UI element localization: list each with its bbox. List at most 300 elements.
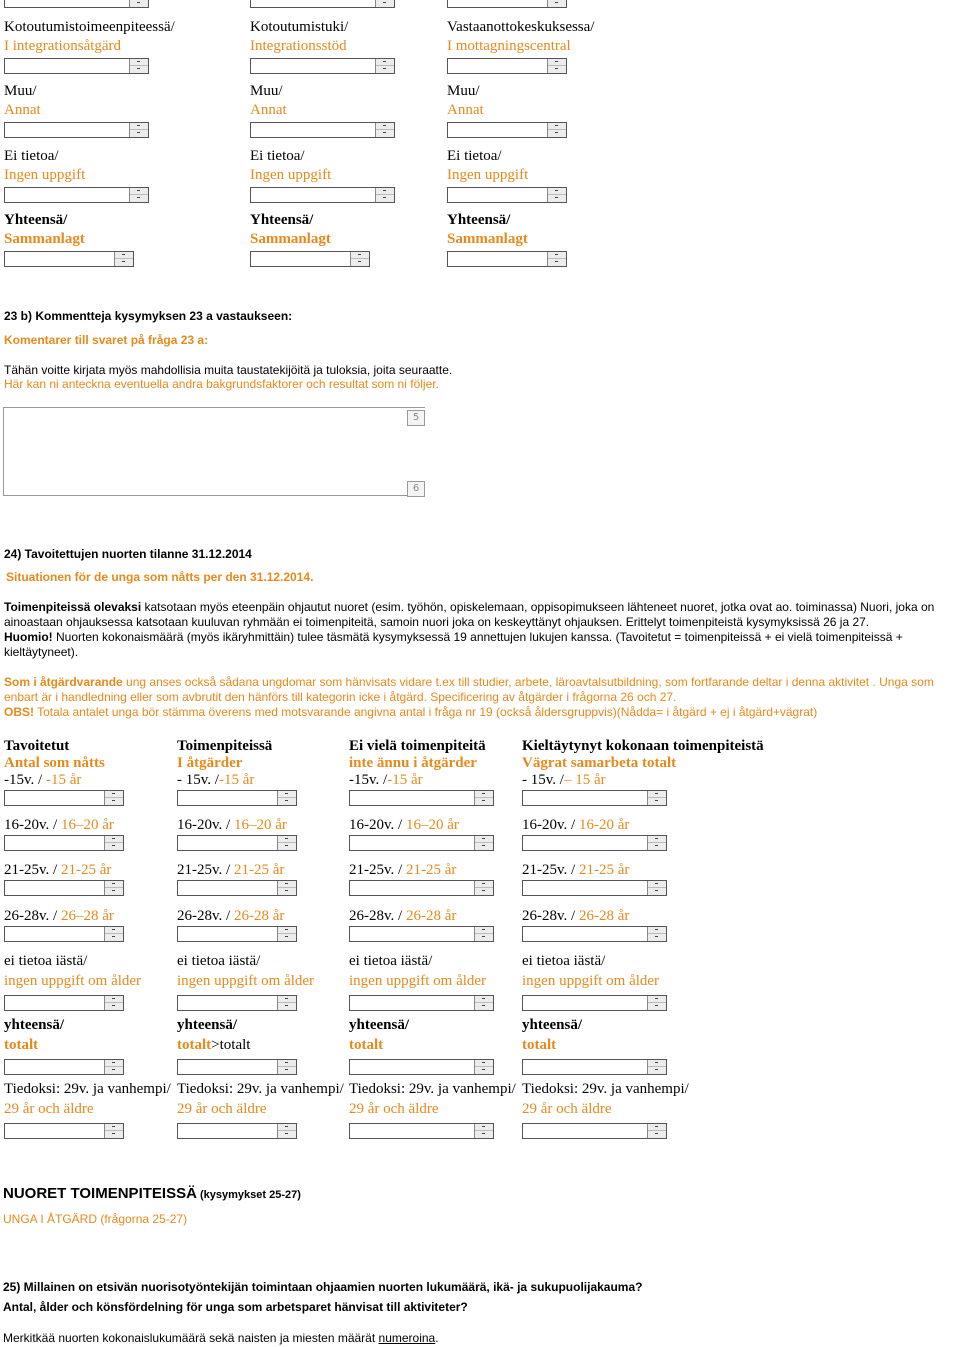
spinner-buttons[interactable]: [547, 0, 566, 7]
spinner-down-icon[interactable]: [278, 843, 296, 850]
spinner-up-icon[interactable]: [648, 836, 666, 843]
top-col1-label-fi: Ei tietoa/: [4, 148, 59, 164]
grid-row-label: [4, 861, 111, 879]
spinner-up-icon[interactable]: [278, 996, 296, 1003]
top-col1-label-sv: Sammanlagt: [4, 231, 85, 247]
grid-row-label: [522, 771, 606, 789]
spinner-down-icon[interactable]: [105, 888, 123, 895]
q25-note-text: Merkitkää nuorten kokonaislukumäärä sekä naisten ja miesten määrät: [3, 1331, 379, 1345]
spinner-up-icon[interactable]: [648, 1124, 666, 1131]
spinner-down-icon[interactable]: [278, 798, 296, 805]
spinner-down-icon[interactable]: [278, 1131, 296, 1138]
spinner-up-icon[interactable]: [130, 188, 148, 195]
spinner-buttons[interactable]: [375, 188, 394, 202]
grid-col4-number-field[interactable]: [522, 1059, 667, 1075]
spinner-buttons[interactable]: [547, 59, 566, 73]
grid-row-label-fi: yhteensä/: [349, 1017, 409, 1033]
grid-row-label-sv: 16-20 år: [578, 817, 630, 833]
grid-row-label: [4, 1080, 171, 1118]
spinner-down-icon[interactable]: [648, 1003, 666, 1010]
grid-col4-number-field[interactable]: [522, 1123, 667, 1139]
grid-row-label-sv: 21-25 år: [405, 862, 457, 878]
grid-row-label: [177, 861, 284, 879]
spinner-down-icon[interactable]: [648, 798, 666, 805]
spinner-buttons[interactable]: [277, 927, 296, 941]
grid-row-label: [349, 816, 459, 834]
q23b-comment-textarea[interactable]: [3, 407, 425, 496]
grid-col3-head-sv: inte ännu i åtgärder: [349, 755, 477, 771]
spinner-up-icon[interactable]: [278, 791, 296, 798]
grid-row-label: [349, 861, 456, 879]
grid-row-label-fi: -15v. /: [4, 772, 46, 788]
spinner-up-icon[interactable]: [475, 1060, 493, 1067]
top-col3-label-sv: Sammanlagt: [447, 231, 528, 247]
spinner-down-icon[interactable]: [105, 798, 123, 805]
top-col3-label-fi: Muu/: [447, 83, 480, 99]
grid-row-label: [177, 816, 287, 834]
top-col1-label-fi: Kotoutumistoimeenpiteessä/: [4, 19, 175, 35]
grid-col3-number-field[interactable]: [349, 1059, 494, 1075]
spinner-up-icon[interactable]: [548, 59, 566, 66]
spinner-down-icon[interactable]: [548, 259, 566, 266]
spinner-buttons[interactable]: [129, 59, 148, 73]
q24-p4-bold: OBS!: [4, 705, 34, 719]
top-col2-label-sv: Annat: [250, 102, 287, 118]
grid-row-label-fi: 26-28v. /: [4, 908, 61, 924]
top-col3-number-field[interactable]: [447, 251, 567, 267]
grid-row-label-sv-line: [522, 1100, 689, 1118]
grid-row-label-sv: 29 år och äldre: [177, 1101, 267, 1117]
spinner-buttons[interactable]: [474, 1124, 493, 1138]
top-col2-label-sv: Integrationsstöd: [250, 38, 347, 54]
top-col3-label-sv: Annat: [447, 102, 484, 118]
spinner-down-icon[interactable]: [105, 1003, 123, 1010]
spinner-buttons[interactable]: [104, 996, 123, 1010]
q24-instructions-fi: [4, 600, 960, 660]
top-col3-label-sv: I mottagningscentral: [447, 38, 571, 54]
grid-row-label-extra: >totalt: [211, 1037, 251, 1053]
grid-col4-number-field[interactable]: [522, 995, 667, 1011]
grid-row-label-fi: ei tietoa iästä/: [4, 953, 88, 969]
spinner-up-icon[interactable]: [648, 791, 666, 798]
grid-row-label-fi: - 15v. /: [177, 772, 219, 788]
spinner-up-icon[interactable]: [130, 123, 148, 130]
spinner-down-icon[interactable]: [648, 1131, 666, 1138]
q25-title-fi: 25) Millainen on etsivän nuorisotyöntekijän toimintaan ohjaamien nuorten lukumäärä, ikä- ja sukupuolijakauma?: [3, 1280, 643, 1294]
top-col3-label-sv: Ingen uppgift: [447, 167, 529, 183]
top-col3-number-field[interactable]: [447, 187, 567, 203]
spinner-buttons[interactable]: [647, 836, 666, 850]
grid-row-label-fi: 16-20v. /: [4, 817, 61, 833]
grid-col4-head-fi: Kieltäytynyt kokonaan toimenpiteistä: [522, 738, 764, 754]
spinner-down-icon[interactable]: [105, 1067, 123, 1074]
top-col2-label-fi: Ei tietoa/: [250, 148, 305, 164]
spinner-down-icon[interactable]: [376, 0, 394, 7]
spinner-down-icon[interactable]: [648, 888, 666, 895]
q23b-help-fi: Tähän voitte kirjata myös mahdollisia muita taustatekijöitä ja tuloksia, joita seuraatte.: [4, 363, 453, 377]
grid-row-label-sv-line: [177, 1036, 250, 1054]
grid-col4-number-field[interactable]: [522, 790, 667, 806]
spinner-down-icon[interactable]: [130, 195, 148, 202]
spinner-down-icon[interactable]: [105, 934, 123, 941]
grid-row-label-sv: ingen uppgift om ålder: [349, 973, 487, 989]
spinner-buttons[interactable]: [547, 252, 566, 266]
spinner-buttons[interactable]: [104, 1060, 123, 1074]
spinner-up-icon[interactable]: [648, 881, 666, 888]
spinner-buttons[interactable]: [129, 123, 148, 137]
spinner-buttons[interactable]: [375, 123, 394, 137]
spinner-down-icon[interactable]: [130, 0, 148, 7]
spinner-down-icon[interactable]: [278, 1003, 296, 1010]
spinner-buttons[interactable]: [277, 836, 296, 850]
grid-col1-number-field[interactable]: [4, 880, 124, 896]
grid-col2-number-field[interactable]: [177, 835, 297, 851]
spinner-up-icon[interactable]: [475, 1124, 493, 1131]
spinner-up-icon[interactable]: [475, 927, 493, 934]
q24-p1-text: katsotaan myös eteenpäin ohjautut nuoret (esim. työhön, opiskelemaan, oppisopimukseen lähteneet nuoret, jotka ovat ao. toiminassa) Nuori, joka on ainoastaan ohjauksessa katsotaan kuuluvan ryhmään ei toimenpiteitä, samoin nuori joka on keskeyttänyt ohjauksen. Erittelyt toimenpiteistä kysymyksissä 26 ja 27.: [4, 600, 935, 629]
q25-note-end: .: [435, 1331, 439, 1345]
grid-row-label-sv: -15 år: [218, 772, 255, 788]
grid-col2-number-field[interactable]: [177, 790, 297, 806]
spinner-buttons[interactable]: [104, 1124, 123, 1138]
grid-row-label-fi: Tiedoksi: 29v. ja vanhempi/: [177, 1081, 344, 1097]
spinner-buttons[interactable]: [277, 996, 296, 1010]
spinner-down-icon[interactable]: [475, 1131, 493, 1138]
spinner-buttons[interactable]: [277, 1060, 296, 1074]
spinner-down-icon[interactable]: [475, 798, 493, 805]
grid-row-label: [349, 1080, 516, 1118]
spinner-down-icon[interactable]: [278, 934, 296, 941]
grid-col1-head-fi: Tavoitetut: [4, 738, 70, 754]
q24-p2-text: Nuorten kokonaismäärä (myös ikäryhmittäin) tulee täsmätä kysymyksessä 19 annettujen lukujen kanssa. (Tavoitetut = toimenpiteissä + ei vielä toimenpiteissä + kieltäytyneet).: [4, 630, 903, 659]
spinner-down-icon[interactable]: [648, 843, 666, 850]
spinner-buttons[interactable]: [104, 836, 123, 850]
spinner-up-icon[interactable]: [548, 123, 566, 130]
section-title: [3, 1185, 301, 1202]
spinner-down-icon[interactable]: [115, 259, 133, 266]
grid-row-label-fi: 21-25v. /: [4, 862, 61, 878]
top-col2-number-field[interactable]: [250, 187, 395, 203]
grid-row-label-sv: 16–20 år: [60, 817, 114, 833]
grid-row-label-fi: yhteensä/: [177, 1017, 237, 1033]
top-col2-number-field[interactable]: [250, 58, 395, 74]
spinner-down-icon[interactable]: [475, 888, 493, 895]
grid-col2-number-field[interactable]: [177, 1059, 297, 1075]
spinner-buttons[interactable]: [474, 927, 493, 941]
grid-row-label: [349, 907, 456, 925]
spinner-buttons[interactable]: [277, 881, 296, 895]
grid-col4-head-sv: Vägrat samarbeta totalt: [522, 755, 677, 771]
spinner-buttons[interactable]: [474, 836, 493, 850]
grid-row-label-sv: – 15 år: [563, 772, 606, 788]
grid-row-label-sv: totalt: [349, 1037, 384, 1053]
spinner-down-icon[interactable]: [376, 66, 394, 73]
grid-row-label-sv-line: [349, 1036, 409, 1054]
spinner-up-icon[interactable]: [475, 881, 493, 888]
grid-row-label-sv: 21-25 år: [578, 862, 630, 878]
top-col3-label-fi: Vastaanottokeskuksessa/: [447, 19, 595, 35]
grid-row-label-fi: ei tietoa iästä/: [177, 953, 261, 969]
spinner-buttons[interactable]: [114, 252, 133, 266]
scroll-up-marker[interactable]: 5: [407, 410, 425, 426]
q24-instructions-sv: [4, 675, 960, 720]
top-col2-label-sv: Ingen uppgift: [250, 167, 332, 183]
grid-row-label: [177, 952, 314, 990]
grid-row-label: [4, 816, 114, 834]
grid-row-label-sv: 21-25 år: [233, 862, 285, 878]
spinner-buttons[interactable]: [547, 188, 566, 202]
grid-col2-head-fi: Toimenpiteissä: [177, 738, 273, 754]
top-col1-label-sv: Annat: [4, 102, 41, 118]
spinner-down-icon[interactable]: [548, 130, 566, 137]
spinner-buttons[interactable]: [129, 188, 148, 202]
grid-col1-number-field[interactable]: [4, 926, 124, 942]
spinner-buttons[interactable]: [647, 1060, 666, 1074]
spinner-buttons[interactable]: [474, 1060, 493, 1074]
grid-row-label-fi: yhteensä/: [522, 1017, 582, 1033]
spinner-down-icon[interactable]: [475, 1067, 493, 1074]
spinner-buttons[interactable]: [375, 59, 394, 73]
spinner-down-icon[interactable]: [351, 259, 369, 266]
grid-row-label: [349, 1016, 409, 1054]
grid-row-label-sv: 29 år och äldre: [4, 1101, 94, 1117]
top-col2-number-field[interactable]: [250, 122, 395, 138]
grid-row-label-sv-line: [4, 1100, 171, 1118]
grid-row-label-sv: totalt: [522, 1037, 557, 1053]
grid-col1-number-field[interactable]: [4, 995, 124, 1011]
grid-col3-number-field[interactable]: [349, 995, 494, 1011]
spinner-buttons[interactable]: [375, 0, 394, 7]
spinner-up-icon[interactable]: [105, 1124, 123, 1131]
grid-row-label-sv: 26-28 år: [578, 908, 630, 924]
spinner-up-icon[interactable]: [278, 1124, 296, 1131]
grid-col2-number-field[interactable]: [177, 995, 297, 1011]
top-col3-number-field[interactable]: [447, 122, 567, 138]
grid-row-label: [177, 1080, 344, 1118]
spinner-up-icon[interactable]: [130, 59, 148, 66]
grid-row-label: [177, 771, 254, 789]
grid-row-label-sv: 29 år och äldre: [349, 1101, 439, 1117]
q24-title-fi: 24) Tavoitettujen nuorten tilanne 31.12.2014: [4, 547, 252, 561]
spinner-up-icon[interactable]: [351, 252, 369, 259]
grid-col3-head-fi: Ei vielä toimenpiteitä: [349, 738, 486, 754]
grid-row-label: [4, 952, 141, 990]
spinner-down-icon[interactable]: [105, 1131, 123, 1138]
grid-row-label-sv-line: [4, 972, 141, 990]
top-col1-label-sv: Ingen uppgift: [4, 167, 86, 183]
spinner-down-icon[interactable]: [548, 0, 566, 7]
spinner-buttons[interactable]: [277, 1124, 296, 1138]
top-col3-label-fi: Ei tietoa/: [447, 148, 502, 164]
spinner-up-icon[interactable]: [475, 836, 493, 843]
grid-row-label-fi: 21-25v. /: [522, 862, 579, 878]
grid-row-label: [522, 1016, 582, 1054]
q24-title-sv: Situationen för de unga som nåtts per den 31.12.2014.: [6, 570, 314, 584]
spinner-buttons[interactable]: [647, 927, 666, 941]
q24-p4-text: Totala antalet unga bör stämma överens med motsvarande angivna antal i fråga nr 19 (också åldersgruppvis)(Nådda= i åtgärd + ej i åtgärd+vägrat): [34, 705, 818, 719]
grid-row-label-fi: 16-20v. /: [177, 817, 234, 833]
spinner-up-icon[interactable]: [115, 252, 133, 259]
grid-col2-number-field[interactable]: [177, 1123, 297, 1139]
grid-col1-head-sv: Antal som nåtts: [4, 755, 105, 771]
grid-col4-number-field[interactable]: [522, 926, 667, 942]
spinner-down-icon[interactable]: [376, 195, 394, 202]
spinner-buttons[interactable]: [129, 0, 148, 7]
grid-row-label-sv: ingen uppgift om ålder: [4, 973, 142, 989]
spinner-down-icon[interactable]: [548, 195, 566, 202]
spinner-buttons[interactable]: [104, 791, 123, 805]
spinner-up-icon[interactable]: [105, 836, 123, 843]
spinner-buttons[interactable]: [474, 996, 493, 1010]
grid-row-label-sv: ingen uppgift om ålder: [522, 973, 660, 989]
spinner-up-icon[interactable]: [376, 59, 394, 66]
scroll-down-marker[interactable]: 6: [407, 481, 425, 497]
spinner-up-icon[interactable]: [105, 881, 123, 888]
top-col2-number-field[interactable]: [250, 251, 370, 267]
grid-col4-number-field[interactable]: [522, 835, 667, 851]
grid-col1-number-field[interactable]: [4, 835, 124, 851]
grid-row-label-fi: 26-28v. /: [522, 908, 579, 924]
grid-row-label-sv-line: [349, 972, 486, 990]
top-col1-number-field[interactable]: [4, 251, 134, 267]
grid-row-label-sv: -15 år: [45, 772, 82, 788]
spinner-buttons[interactable]: [474, 791, 493, 805]
q23b-title-fi: 23 b) Kommentteja kysymyksen 23 a vastaukseen:: [4, 309, 293, 323]
spinner-up-icon[interactable]: [475, 791, 493, 798]
spinner-buttons[interactable]: [350, 252, 369, 266]
q24-p3-text: ung anses också sådana ungdomar som hänvisats vidare t.ex till studier, arbete, läroavtalsutbildning, som fortfarande deltar i denna aktivitet . Unga som enbart är i handledning eller som avbrutit den hänförs till kategorin icke i åtgärd. Specificering av åtgärder i frågorna 26 och 27.: [4, 675, 934, 704]
q25-note: [3, 1331, 439, 1346]
partial-number-field[interactable]: [4, 0, 149, 8]
spinner-up-icon[interactable]: [376, 123, 394, 130]
grid-row-label-fi: - 15v. /: [522, 772, 564, 788]
spinner-down-icon[interactable]: [475, 934, 493, 941]
grid-col3-number-field[interactable]: [349, 880, 494, 896]
spinner-down-icon[interactable]: [548, 66, 566, 73]
spinner-up-icon[interactable]: [278, 927, 296, 934]
grid-row-label: [349, 952, 486, 990]
grid-col2-number-field[interactable]: [177, 880, 297, 896]
spinner-down-icon[interactable]: [475, 1003, 493, 1010]
spinner-up-icon[interactable]: [475, 996, 493, 1003]
grid-row-label: [177, 1016, 250, 1054]
spinner-up-icon[interactable]: [548, 188, 566, 195]
top-col2-label-fi: Yhteensä/: [250, 212, 314, 228]
spinner-buttons[interactable]: [647, 791, 666, 805]
grid-row-label-sv-line: [177, 1100, 344, 1118]
partial-number-field[interactable]: [250, 0, 395, 8]
spinner-up-icon[interactable]: [648, 1060, 666, 1067]
top-col3-number-field[interactable]: [447, 58, 567, 74]
grid-col4-number-field[interactable]: [522, 880, 667, 896]
spinner-buttons[interactable]: [474, 881, 493, 895]
grid-row-label-fi: 26-28v. /: [177, 908, 234, 924]
spinner-buttons[interactable]: [647, 881, 666, 895]
spinner-up-icon[interactable]: [648, 927, 666, 934]
spinner-up-icon[interactable]: [648, 996, 666, 1003]
grid-row-label: [522, 1080, 689, 1118]
section-title-suffix: (kysymykset 25-27): [196, 1189, 301, 1201]
grid-col1-number-field[interactable]: [4, 1059, 124, 1075]
spinner-buttons[interactable]: [547, 123, 566, 137]
top-col1-label-fi: Yhteensä/: [4, 212, 68, 228]
spinner-buttons[interactable]: [647, 1124, 666, 1138]
grid-col3-number-field[interactable]: [349, 926, 494, 942]
grid-row-label: [4, 907, 114, 925]
grid-row-label-fi: 26-28v. /: [349, 908, 406, 924]
grid-row-label-fi: 16-20v. /: [522, 817, 579, 833]
grid-row-label-fi: 21-25v. /: [349, 862, 406, 878]
spinner-down-icon[interactable]: [130, 130, 148, 137]
spinner-up-icon[interactable]: [278, 1060, 296, 1067]
grid-row-label-sv-line: [177, 972, 314, 990]
grid-row-label-sv: 21-25 år: [60, 862, 112, 878]
top-col1-number-field[interactable]: [4, 122, 149, 138]
top-col1-label-fi: Muu/: [4, 83, 37, 99]
grid-row-label: [522, 907, 629, 925]
spinner-up-icon[interactable]: [105, 1060, 123, 1067]
top-col1-number-field[interactable]: [4, 187, 149, 203]
grid-row-label-sv-line: [522, 972, 659, 990]
grid-col3-number-field[interactable]: [349, 790, 494, 806]
grid-col3-number-field[interactable]: [349, 835, 494, 851]
spinner-up-icon[interactable]: [278, 881, 296, 888]
spinner-down-icon[interactable]: [278, 1067, 296, 1074]
spinner-up-icon[interactable]: [105, 791, 123, 798]
spinner-buttons[interactable]: [104, 881, 123, 895]
spinner-up-icon[interactable]: [105, 996, 123, 1003]
grid-row-label-sv: totalt: [4, 1037, 39, 1053]
grid-row-label: [4, 771, 81, 789]
spinner-down-icon[interactable]: [130, 66, 148, 73]
grid-col1-number-field[interactable]: [4, 790, 124, 806]
grid-row-label-fi: Tiedoksi: 29v. ja vanhempi/: [522, 1081, 689, 1097]
spinner-down-icon[interactable]: [105, 843, 123, 850]
spinner-down-icon[interactable]: [475, 843, 493, 850]
grid-col1-number-field[interactable]: [4, 1123, 124, 1139]
grid-row-label: [4, 1016, 64, 1054]
spinner-buttons[interactable]: [277, 791, 296, 805]
grid-col2-number-field[interactable]: [177, 926, 297, 942]
grid-row-label: [177, 907, 284, 925]
grid-row-label-sv: 26-28 år: [233, 908, 285, 924]
spinner-up-icon[interactable]: [278, 836, 296, 843]
top-col1-label-sv: I integrationsåtgärd: [4, 38, 122, 54]
top-col2-label-fi: Muu/: [250, 83, 283, 99]
grid-row-label-fi: Tiedoksi: 29v. ja vanhempi/: [349, 1081, 516, 1097]
grid-col3-number-field[interactable]: [349, 1123, 494, 1139]
grid-row-label-sv: 26–28 år: [60, 908, 114, 924]
spinner-down-icon[interactable]: [648, 1067, 666, 1074]
q24-p1-bold: Toimenpiteissä olevaksi: [4, 600, 142, 614]
spinner-up-icon[interactable]: [548, 252, 566, 259]
spinner-up-icon[interactable]: [376, 188, 394, 195]
spinner-buttons[interactable]: [647, 996, 666, 1010]
grid-row-label-fi: 16-20v. /: [349, 817, 406, 833]
grid-row-label-fi: ei tietoa iästä/: [522, 953, 606, 969]
spinner-up-icon[interactable]: [105, 927, 123, 934]
spinner-down-icon[interactable]: [278, 888, 296, 895]
q25-title-sv: Antal, ålder och könsfördelning för unga som arbetsparet hänvisat till aktiviteter?: [3, 1300, 468, 1314]
spinner-buttons[interactable]: [104, 927, 123, 941]
grid-row-label-sv-line: [522, 1036, 582, 1054]
q23b-title-sv: Komentarer till svaret på fråga 23 a:: [4, 333, 209, 347]
grid-row-label-fi: 21-25v. /: [177, 862, 234, 878]
spinner-down-icon[interactable]: [648, 934, 666, 941]
spinner-down-icon[interactable]: [376, 130, 394, 137]
partial-number-field[interactable]: [447, 0, 567, 8]
top-col1-number-field[interactable]: [4, 58, 149, 74]
